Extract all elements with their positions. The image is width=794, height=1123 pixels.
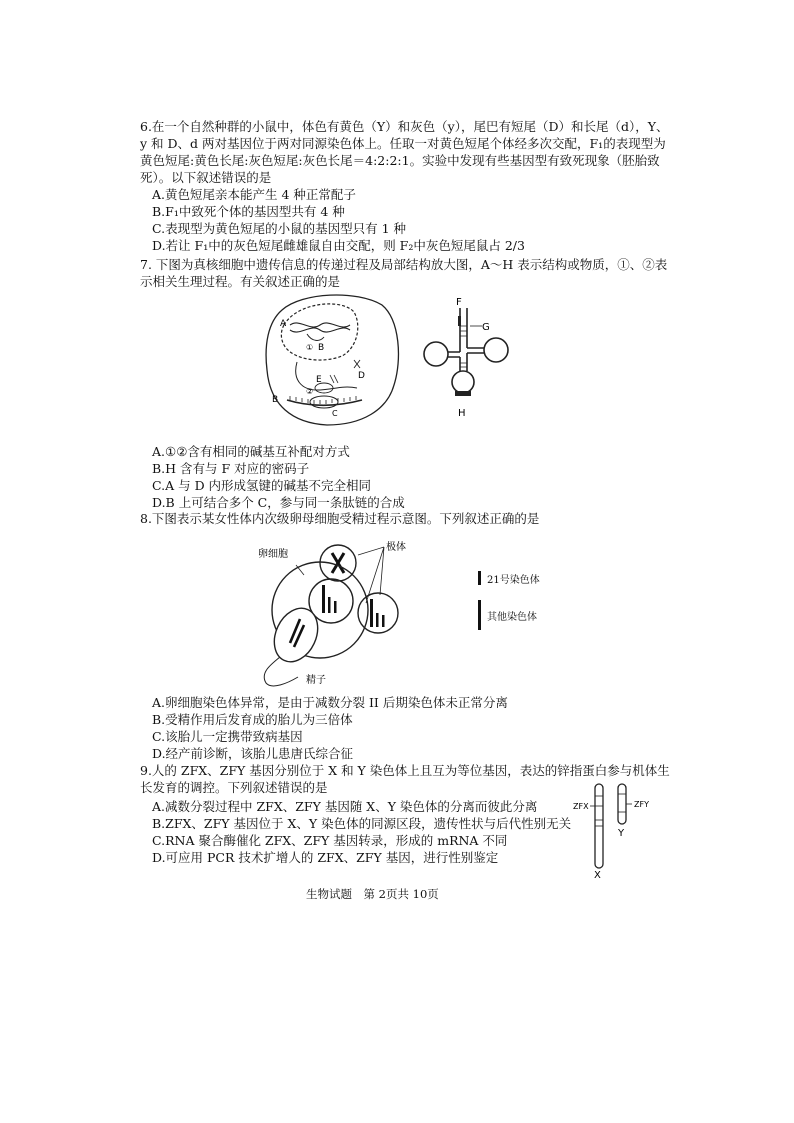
q7-option-b: B.H 含有与 F 对应的密码子 bbox=[152, 461, 310, 476]
q8-option-d: D.经产前诊断，该胎儿患唐氏综合征 bbox=[152, 746, 354, 761]
q9-option-c: C.RNA 聚合酶催化 ZFX、ZFY 基因转录，形成的 mRNA 不同 bbox=[152, 833, 508, 848]
q7-label-process-2: ② bbox=[306, 387, 314, 396]
q8-label-sperm: 精子 bbox=[306, 675, 326, 686]
q7-label-d: D bbox=[358, 371, 365, 381]
q7-label-b-outer: B bbox=[272, 395, 279, 405]
q7-trna-label-h: H bbox=[458, 408, 466, 419]
q7-label-e: E bbox=[316, 375, 322, 385]
q7-trna-label-g: G bbox=[482, 322, 490, 333]
q6-stem-line-4: 死）。以下叙述错误的是 bbox=[140, 170, 272, 185]
q7-label-b: B bbox=[318, 343, 325, 353]
q8-stem: 8.下图表示某女性体内次级卵母细胞受精过程示意图。下列叙述正确的是 bbox=[140, 511, 540, 526]
q6-stem-line-1: 6.在一个自然种群的小鼠中，体色有黄色（Y）和灰色（y），尾巴有短尾（D）和长尾（d），Y、 bbox=[140, 119, 669, 134]
q9-stem-line-2: 长发育的调控。下列叙述错误的是 bbox=[140, 780, 328, 795]
q9-option-d: D.可应用 PCR 技术扩增人的 ZFX、ZFY 基因，进行性别鉴定 bbox=[152, 850, 499, 865]
q7-stem-line-1: 7. 下图为真核细胞中遗传信息的传递过程及局部结构放大图，A～H 表示结构或物质，①、②表 bbox=[140, 257, 668, 272]
page-footer: 生物试题 第 2页共 10页 bbox=[306, 887, 439, 901]
q7-trna-figure bbox=[412, 296, 522, 420]
q6-option-c: C.表现型为黄色短尾的小鼠的基因型只有 1 种 bbox=[152, 221, 406, 236]
q9-label-x: X bbox=[594, 870, 601, 881]
legend-label-other: 其他染色体 bbox=[487, 612, 537, 623]
q6-option-d: D.若让 F₁中的灰色短尾雌雄鼠自由交配，则 F₂中灰色短尾鼠占 2/3 bbox=[152, 238, 525, 253]
q8-option-c: C.该胎儿一定携带致病基因 bbox=[152, 729, 303, 744]
q8-fertilization-figure bbox=[258, 525, 458, 690]
q9-label-zfy: ZFY bbox=[634, 800, 649, 809]
q8-option-b: B.受精作用后发育成的胎儿为三倍体 bbox=[152, 712, 353, 727]
legend-swatch-other bbox=[478, 600, 481, 630]
q8-label-egg: 卵细胞 bbox=[258, 549, 288, 560]
q8-option-a: A.卵细胞染色体异常，是由于减数分裂 II 后期染色体未正常分离 bbox=[152, 695, 508, 710]
q7-option-a: A.①②含有相同的碱基互补配对方式 bbox=[152, 444, 350, 459]
q6-stem-line-3: 黄色短尾:黄色长尾:灰色短尾:灰色长尾＝4:2:2:1。实验中发现有些基因型有致死现象（胚胎致 bbox=[140, 153, 660, 168]
q9-label-y: Y bbox=[618, 828, 625, 839]
q7-label-process-1: ① bbox=[306, 343, 314, 352]
q7-option-c: C.A 与 D 内形成氢键的碱基不完全相同 bbox=[152, 478, 372, 493]
q7-label-c: C bbox=[332, 409, 338, 418]
q7-option-d: D.B 上可结合多个 C，参与同一条肽链的合成 bbox=[152, 495, 405, 510]
q6-stem-line-2: y 和 D、d 两对基因位于两对同源染色体上。任取一对黄色短尾个体经多次交配，F₁的表现型为 bbox=[140, 136, 666, 151]
q9-xy-chromosome-figure bbox=[570, 780, 660, 880]
legend-swatch-21 bbox=[478, 571, 481, 585]
q7-stem-line-2: 示相关生理过程。有关叙述正确的是 bbox=[140, 274, 341, 289]
q8-label-polar-body: 极体 bbox=[386, 542, 406, 553]
q9-option-b: B.ZFX、ZFY 基因位于 X、Y 染色体的同源区段，遗传性状与后代性别无关 bbox=[152, 816, 572, 831]
legend-label-21: 21号染色体 bbox=[487, 575, 540, 586]
q6-option-b: B.F₁中致死个体的基因型共有 4 种 bbox=[152, 204, 345, 219]
q9-option-a: A.减数分裂过程中 ZFX、ZFY 基因随 X、Y 染色体的分离而彼此分离 bbox=[152, 799, 538, 814]
q6-option-a: A.黄色短尾亲本能产生 4 种正常配子 bbox=[152, 187, 356, 202]
q7-trna-label-f: F bbox=[456, 297, 462, 308]
q9-stem-line-1: 9.人的 ZFX、ZFY 基因分别位于 X 和 Y 染色体上且互为等位基因，表达的锌指蛋白参与机体生 bbox=[140, 763, 670, 778]
q7-label-a: A bbox=[280, 319, 287, 329]
q7-cell-figure bbox=[262, 290, 402, 430]
q9-label-zfx: ZFX bbox=[573, 802, 589, 811]
